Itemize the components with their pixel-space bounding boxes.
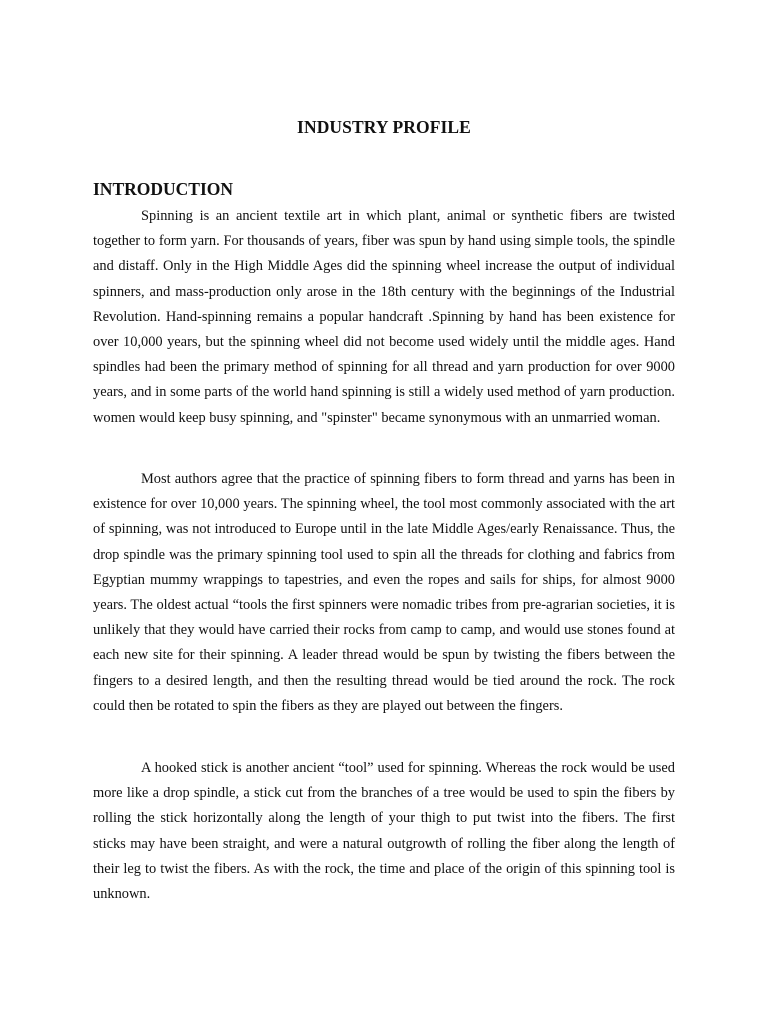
section-heading-introduction: INTRODUCTION [93,179,234,199]
body-paragraph-1: Spinning is an ancient textile art in which plant, animal or synthetic fibers are twisted together to form yarn. For thousands of years, fiber was spun by hand using simple tools, the spindle and distaff. Only in the High Middle Ages did the spinning wheel increase the output of individual spinners, and mass-production only arose in the 18th century with the beginnings of the Industrial Revolution. Hand-spinning remains a popular handcraft .Spinning by hand has been existence for over 10,000 years, but the spinning wheel did not become used widely until the middle ages. Hand spindles had been the primary method of spinning for all thread and yarn production for over 9000 years, and in some parts of the world hand spinning is still a widely used method of yarn production. women would keep busy spinning, and "spinster" became synonymous with an unmarried woman. [93,208,675,426]
body-paragraph-3: A hooked stick is another ancient “tool” used for spinning. Whereas the rock would be used more like a drop spindle, a stick cut from the branches of a tree would be used to spin the fibers by rolling the stick horizontally along the length of your thigh to put twist into the fibers. The first sticks may have been straight, and were a natural outgrowth of rolling the fiber along the length of their leg to twist the fibers. As with the rock, the time and place of the origin of this spinning tool is unknown. [93,760,675,903]
body-paragraph-2: Most authors agree that the practice of spinning fibers to form thread and yarns has been in existence for over 10,000 years. The spinning wheel, the tool most commonly associated with the art of spinning, was not introduced to Europe until in the late Middle Ages/early Renaissance. Thus, the drop spindle was the primary spinning tool used to spin all the threads for clothing and fabrics from Egyptian mummy wrappings to tapestries, and even the ropes and sails for ships, for almost 9000 years. The oldest actual “tools the first spinners were nomadic tribes from pre-agrarian societies, it is unlikely that they would have carried their rocks from camp to camp, and would use stones found at each new site for their spinning. A leader thread would be spun by twisting the fibers between the fingers to a desired length, and then the resulting thread would be tied around the rock. The rock could then be rotated to spin the fibers as they are played out between the fingers. [93,471,675,714]
page-title: INDUSTRY PROFILE [297,117,471,137]
